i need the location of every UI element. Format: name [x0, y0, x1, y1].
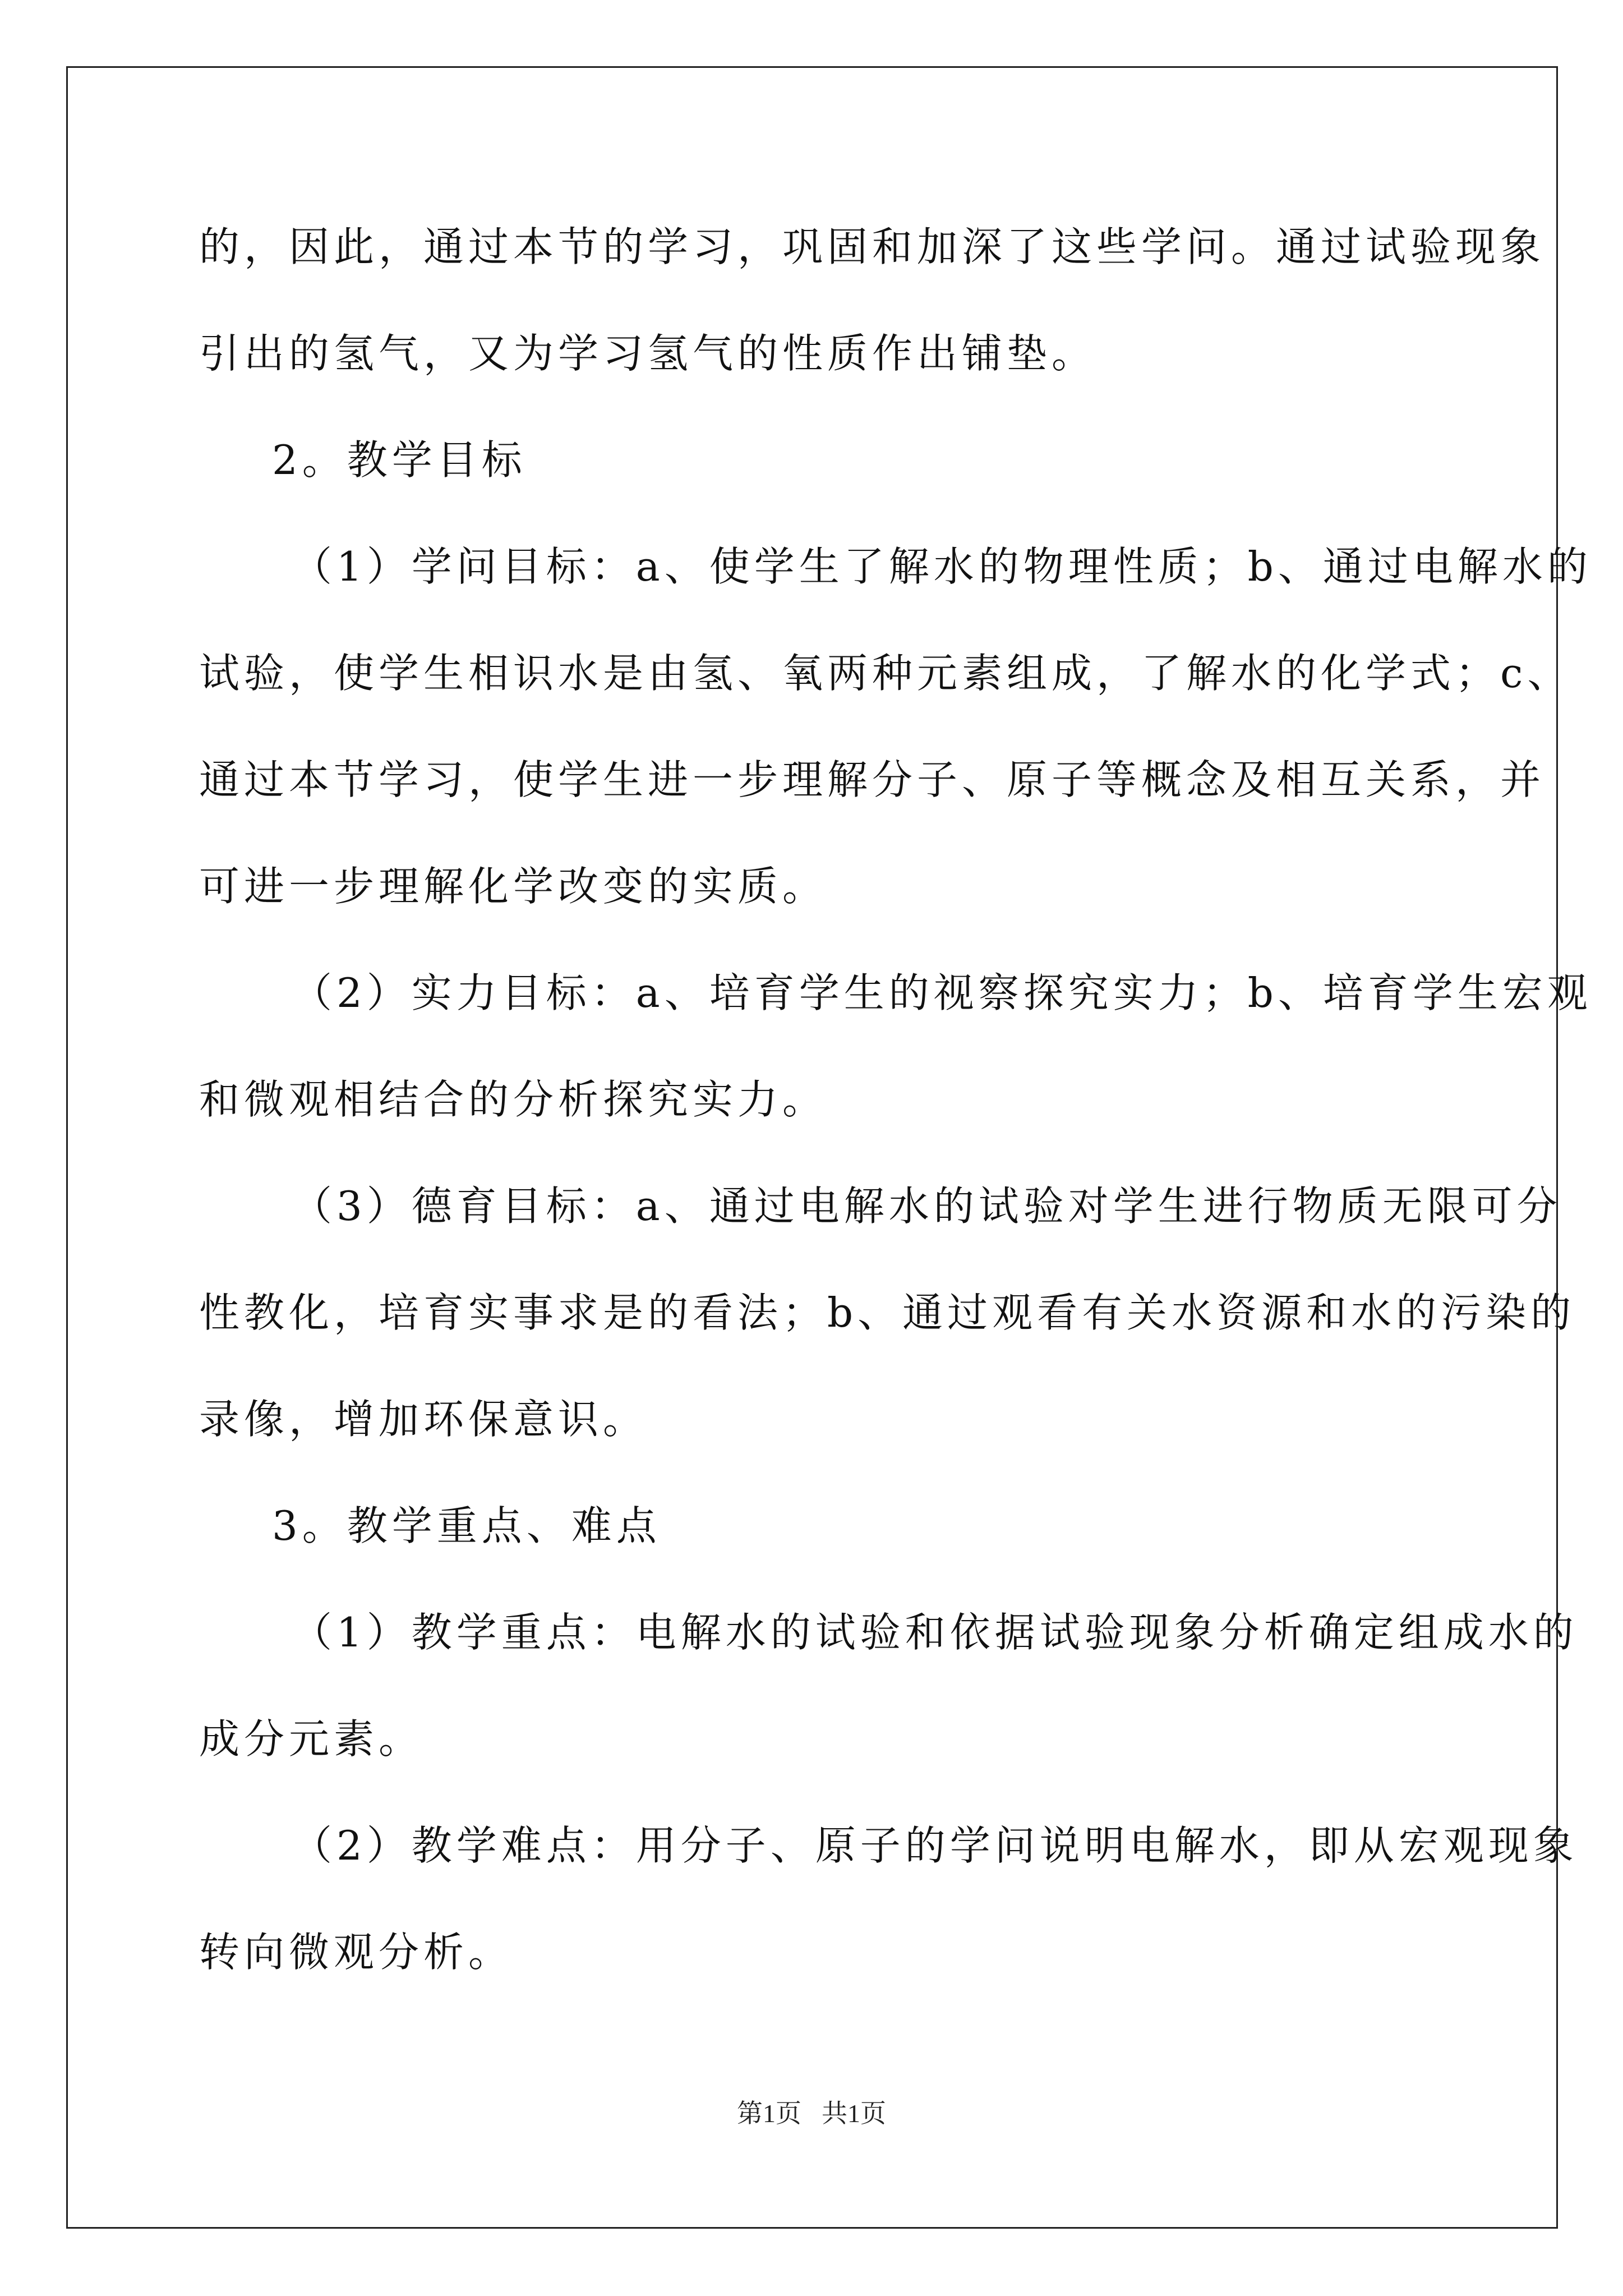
paragraph-line: 录像，增加环保意识。 — [199, 1396, 648, 1443]
paragraph-line: （1）学问目标：a、使学生了解水的物理性质；b、通过电解水的 — [292, 543, 1592, 590]
page-number: 第1页 — [737, 2099, 801, 2128]
paragraph-line: 试验，使学生相识水是由氢、氧两种元素组成，了解水的化学式；c、 — [199, 650, 1573, 697]
paragraph-line: 可进一步理解化学改变的实质。 — [199, 863, 828, 910]
paragraph-line: 的，因此，通过本节的学习，巩固和加深了这些学问。通过试验现象 — [199, 223, 1546, 270]
page-border — [66, 66, 1558, 2229]
page-total: 共1页 — [822, 2099, 886, 2128]
paragraph-line: （1）教学重点：电解水的试验和依据试验现象分析确定组成水的 — [292, 1609, 1578, 1656]
paragraph-line: 性教化，培育实事求是的看法；b、通过观看有关水资源和水的污染的 — [199, 1289, 1576, 1336]
paragraph-line: （2）实力目标：a、培育学生的视察探究实力；b、培育学生宏观 — [292, 969, 1592, 1016]
paragraph-line: （3）德育目标：a、通过电解水的试验对学生进行物质无限可分 — [292, 1182, 1562, 1230]
paragraph-line: 成分元素。 — [199, 1715, 424, 1763]
paragraph-line: 通过本节学习，使学生进一步理解分子、原子等概念及相互关系，并 — [199, 756, 1546, 803]
section-heading: 3。教学重点、难点 — [272, 1502, 661, 1549]
paragraph-line: 和微观相结合的分析探究实力。 — [199, 1076, 828, 1123]
paragraph-line: 引出的氢气，又为学习氢气的性质作出铺垫。 — [199, 330, 1097, 377]
paragraph-line: （2）教学难点：用分子、原子的学问说明电解水，即从宏观现象 — [292, 1822, 1578, 1869]
page-footer — [0, 2097, 1623, 2131]
paragraph-line: 转向微观分析。 — [199, 1929, 514, 1976]
section-heading: 2。教学目标 — [272, 436, 527, 484]
